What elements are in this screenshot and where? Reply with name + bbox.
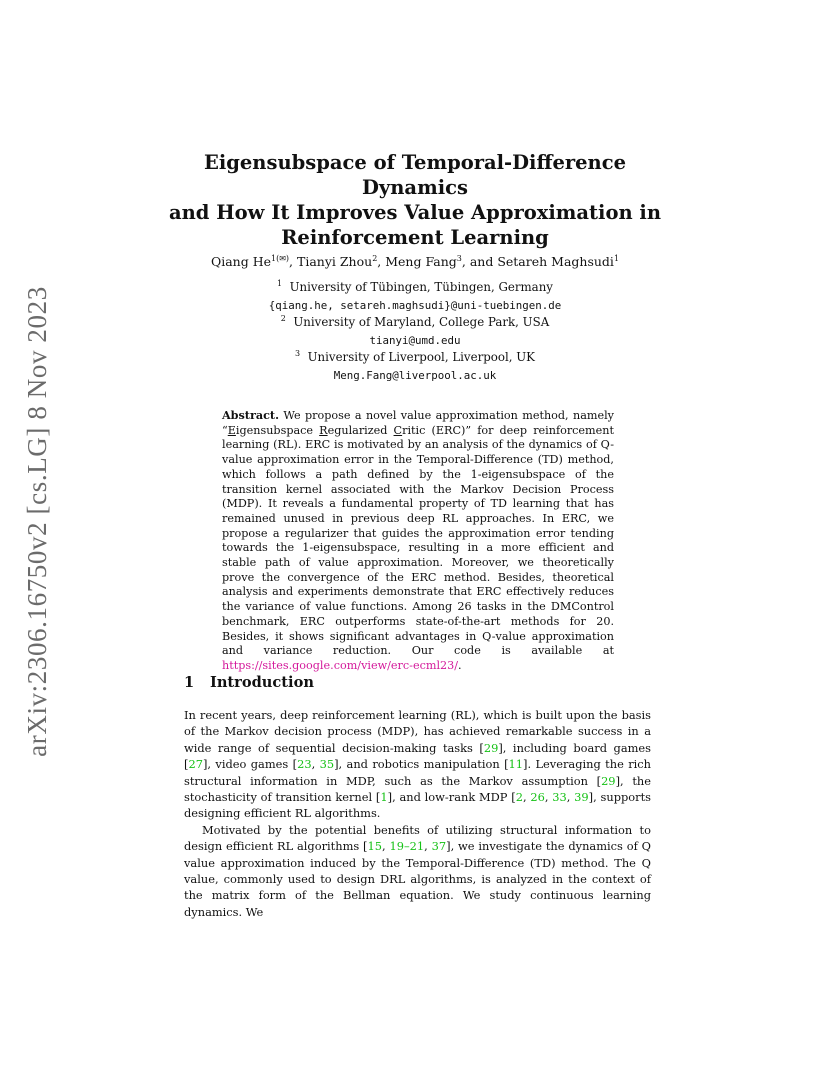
affiliation-email: tianyi@umd.edu xyxy=(369,333,461,347)
citation-link[interactable]: 19–21 xyxy=(389,839,425,854)
mail-icon: (✉) xyxy=(276,253,290,263)
citation-link[interactable]: 27 xyxy=(188,757,203,772)
citation-link[interactable]: 35 xyxy=(319,757,335,772)
author-affiliation-mark: 1(✉) xyxy=(271,253,290,263)
paper-title xyxy=(150,150,680,250)
introduction-body xyxy=(184,707,651,920)
affiliation-email: {qiang.he, setareh.maghsudi}@uni-tuebingen.de xyxy=(268,298,562,312)
section-heading xyxy=(184,674,314,691)
paragraph: Motivated by the potential benefits of utilizing structural information to design efficient RL algorithms [15, 19–21, 37], we investigate the dynamics of Q value approximation induced by the Temporal-Difference (TD) method. The Q value, commonly used to design DRL algorithms, is analyzed in the context of the matrix form of the Bellman equation. We study continuous learning dynamics. We xyxy=(184,822,651,919)
citation-link[interactable]: 23 xyxy=(297,757,312,772)
citation-link[interactable]: 26 xyxy=(530,790,545,805)
citation-link[interactable]: 29 xyxy=(601,773,616,788)
author-name: Tianyi Zhou xyxy=(297,254,373,269)
citation-link[interactable]: 39 xyxy=(574,790,589,805)
paragraph: In recent years, deep reinforcement learning (RL), which is built upon the basis of the Markov decision process (MDP), has achieved remarkable success in a wide range of sequential decision-making tasks [29], including board games [27], video games [23, 35], and robotics manipulation [11]. Leveraging the rich structural information in MDP, such as the Markov assumption [29], the stochasticity of transition kernel [1], and low-rank MDP [2, 26, 33, 39], supports designing efficient RL algorithms. xyxy=(184,708,652,821)
title-line: Reinforcement Learning xyxy=(281,226,549,249)
title-line: and How It Improves Value Approximation in xyxy=(168,201,662,224)
author-name: Qiang He xyxy=(210,254,271,269)
author-affiliation-mark: 1 xyxy=(613,253,620,263)
citation-link[interactable]: 1 xyxy=(380,790,388,805)
citation-link[interactable]: 33 xyxy=(552,790,567,805)
author-name: Setareh Maghsudi xyxy=(497,254,614,269)
citation-link[interactable]: 37 xyxy=(431,839,447,854)
affiliation-line: $^3$ University of Liverpool, Liverpool, UK xyxy=(295,349,535,365)
affiliation-line: $^2$ University of Maryland, College Park, USA xyxy=(280,314,550,330)
abstract: Abstract. We propose a novel value approximation method, namely “Eigensubspace Regularized Critic (ERC)” for deep reinforcement learning (RL). ERC is motivated by an analysis of the dynamics of Q-value approximation error in the Temporal-Difference (TD) method, which follows a path defined by the 1-eigensubspace of the transition kernel associated with the Markov Decision Process (MDP). It reveals a fundamental property of TD learning that has remained unused in previous deep RL approaches. In ERC, we propose a regularizer that guides the approximation error tending towards the 1-eigensubspace, resulting in a more efficient and stable path of value approximation. Moreover, we theoretically prove the convergence of the ERC method. Besides, theoretical analysis and experiments demonstrate that ERC effectively reduces the variance of value functions. Among 26 tasks in the DMControl benchmark, ERC outperforms state-of-the-art methods for 20. Besides, it shows significant advantages in Q-value approximation and variance reduction. Our code is available at https://sites.google.com/view/erc-ecml23/. xyxy=(222,408,614,672)
affiliation-email: Meng.Fang@liverpool.ac.uk xyxy=(333,368,497,382)
affiliations xyxy=(150,279,680,385)
author-name: Meng Fang xyxy=(385,254,457,269)
citation-link[interactable]: 29 xyxy=(483,740,499,755)
code-link[interactable]: https://sites.google.com/view/erc-ecml23/ xyxy=(222,658,459,672)
author-affiliation-mark: 2 xyxy=(372,253,378,263)
author-affiliation-mark: 3 xyxy=(456,253,462,263)
abstract-label: Abstract. xyxy=(222,408,279,422)
section-number: 1 xyxy=(184,674,195,691)
section-title: Introduction xyxy=(210,674,314,691)
citation-link[interactable]: 2 xyxy=(515,790,523,805)
arxiv-identifier xyxy=(20,286,54,756)
arxiv-identifier-text: arXiv:2306.16750v2 [cs.LG] 8 Nov 2023 xyxy=(21,285,52,757)
affiliation-line: $^1$ University of Tübingen, Tübingen, Germany xyxy=(277,279,553,294)
citation-link[interactable]: 11 xyxy=(508,757,524,772)
title-line: Eigensubspace of Temporal-Difference Dynamics xyxy=(203,151,626,199)
author-list: Qiang $He^{1(✉)}$, Tianyi Zhou$^2$, Meng Fang$^3$, and Setareh Maghsudi$^1$ xyxy=(210,253,620,269)
citation-link[interactable]: 15 xyxy=(367,839,383,854)
